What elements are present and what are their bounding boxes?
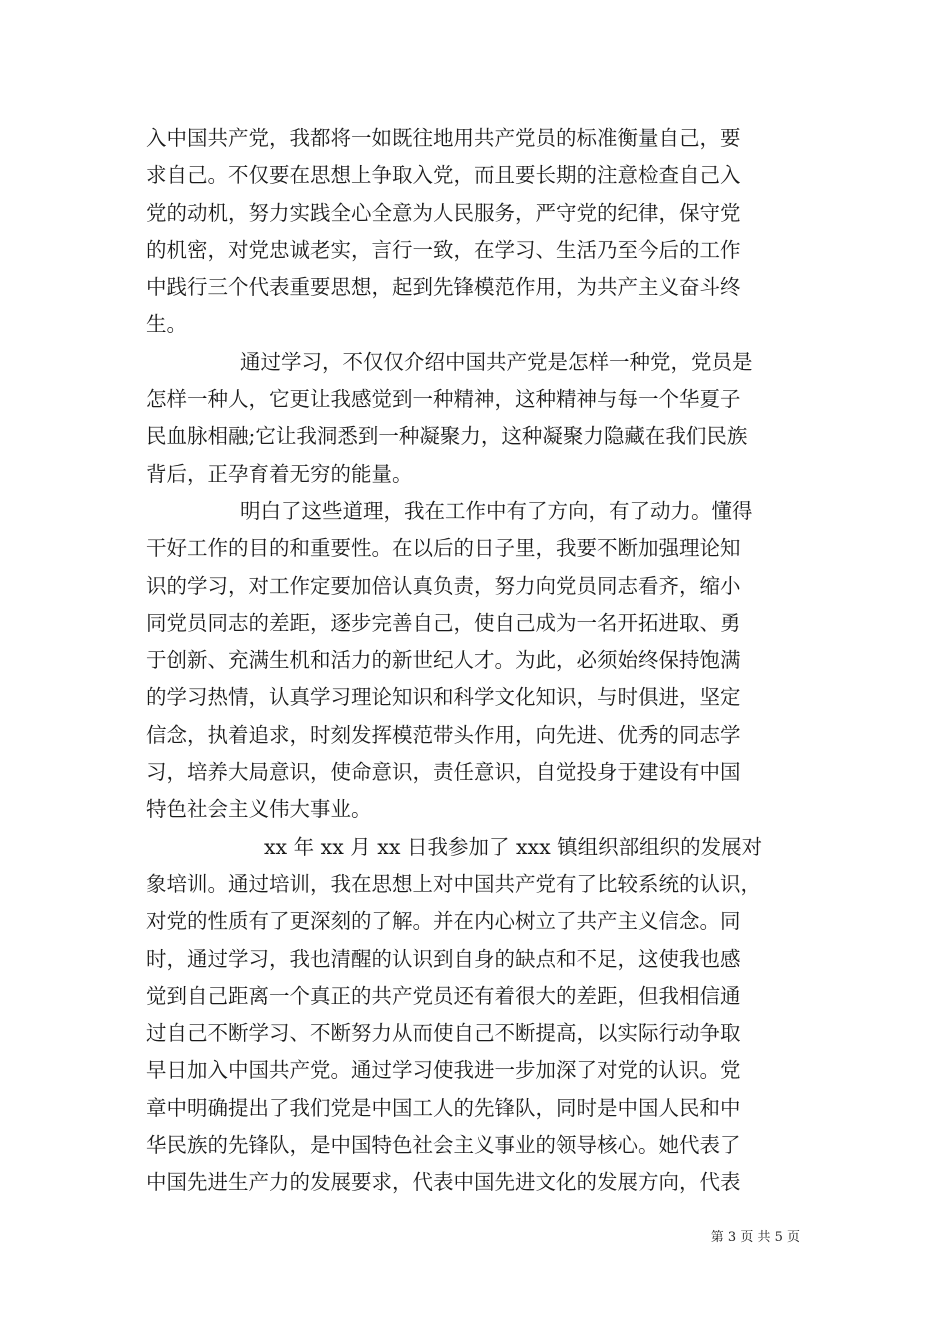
text-line: 入中国共产党，我都将一如既往地用共产党员的标准衡量自己，要: [146, 126, 741, 150]
document-body: [146, 120, 811, 1202]
text-line: 过自己不断学习、不断努力从而使自己不断提高，以实际行动争取: [146, 1021, 741, 1046]
paragraph-1: [146, 120, 811, 344]
text-line: xx 年 xx 月 xx 日我参加了 xxx 镇组织部组织的发展对: [264, 834, 763, 859]
text-line: 生。: [146, 312, 187, 337]
text-line: 象培训。通过培训，我在思想上对中国共产党有了比较系统的认识，: [146, 871, 761, 896]
text-line: 于创新、充满生机和活力的新世纪人才。为此，必须始终保持饱满: [146, 648, 741, 673]
text-line: 觉到自己距离一个真正的共产党员还有着很大的差距，但我相信通: [146, 983, 741, 1008]
text-line: 同党员同志的差距，逐步完善自己，使自己成为一名开拓进取、勇: [146, 610, 741, 635]
text-line: 的学习热情，认真学习理论知识和科学文化知识，与时俱进，坚定: [146, 685, 741, 710]
text-line: 特色社会主义伟大事业。: [146, 797, 372, 822]
text-line: 识的学习，对工作定要加倍认真负责，努力向党员同志看齐，缩小: [146, 573, 741, 598]
text-line: 民血脉相融;它让我洞悉到一种凝聚力，这种凝聚力隐藏在我们民族: [146, 424, 748, 449]
text-line: 中国先进生产力的发展要求，代表中国先进文化的发展方向，代表: [146, 1170, 741, 1195]
page-number-footer: 第 3 页 共 5 页: [710, 1230, 800, 1245]
text-line: 时，通过学习，我也清醒的认识到自身的缺点和不足，这使我也感: [146, 946, 741, 971]
text-line: 章中明确提出了我们党是中国工人的先锋队，同时是中国人民和中: [146, 1095, 741, 1120]
text-line: 求自己。不仅要在思想上争取入党，而且要长期的注意检查自己入: [146, 163, 741, 188]
text-line: 信念，执着追求，时刻发挥模范带头作用，向先进、优秀的同志学: [146, 722, 741, 747]
text-line: 中践行三个代表重要思想，起到先锋模范作用，为共产主义奋斗终: [146, 275, 741, 300]
text-line: 习，培养大局意识，使命意识，责任意识，自觉投身于建设有中国: [146, 760, 741, 785]
text-line: 干好工作的目的和重要性。在以后的日子里，我要不断加强理论知: [146, 536, 741, 561]
text-line: 明白了这些道理，我在工作中有了方向，有了动力。懂得: [240, 498, 753, 523]
paragraph-3: [146, 493, 811, 829]
paragraph-4: [146, 829, 811, 1202]
paragraph-2: [146, 344, 811, 493]
text-line: 的机密，对党忠诚老实，言行一致，在学习、生活乃至今后的工作: [146, 237, 741, 262]
text-line: 华民族的先锋队，是中国特色社会主义事业的领导核心。她代表了: [146, 1133, 741, 1158]
text-line: 怎样一种人，它更让我感觉到一种精神，这种精神与每一个华夏子: [146, 387, 741, 412]
text-line: 党的动机，努力实践全心全意为人民服务，严守党的纪律，保守党: [146, 200, 741, 225]
text-line: 通过学习，不仅仅介绍中国共产党是怎样一种党，党员是: [240, 349, 753, 374]
text-line: 早日加入中国共产党。通过学习使我进一步加深了对党的认识。党: [146, 1058, 741, 1083]
text-line: 对党的性质有了更深刻的了解。并在内心树立了共产主义信念。同: [146, 909, 741, 934]
text-line: 背后，正孕育着无穷的能量。: [146, 461, 413, 486]
